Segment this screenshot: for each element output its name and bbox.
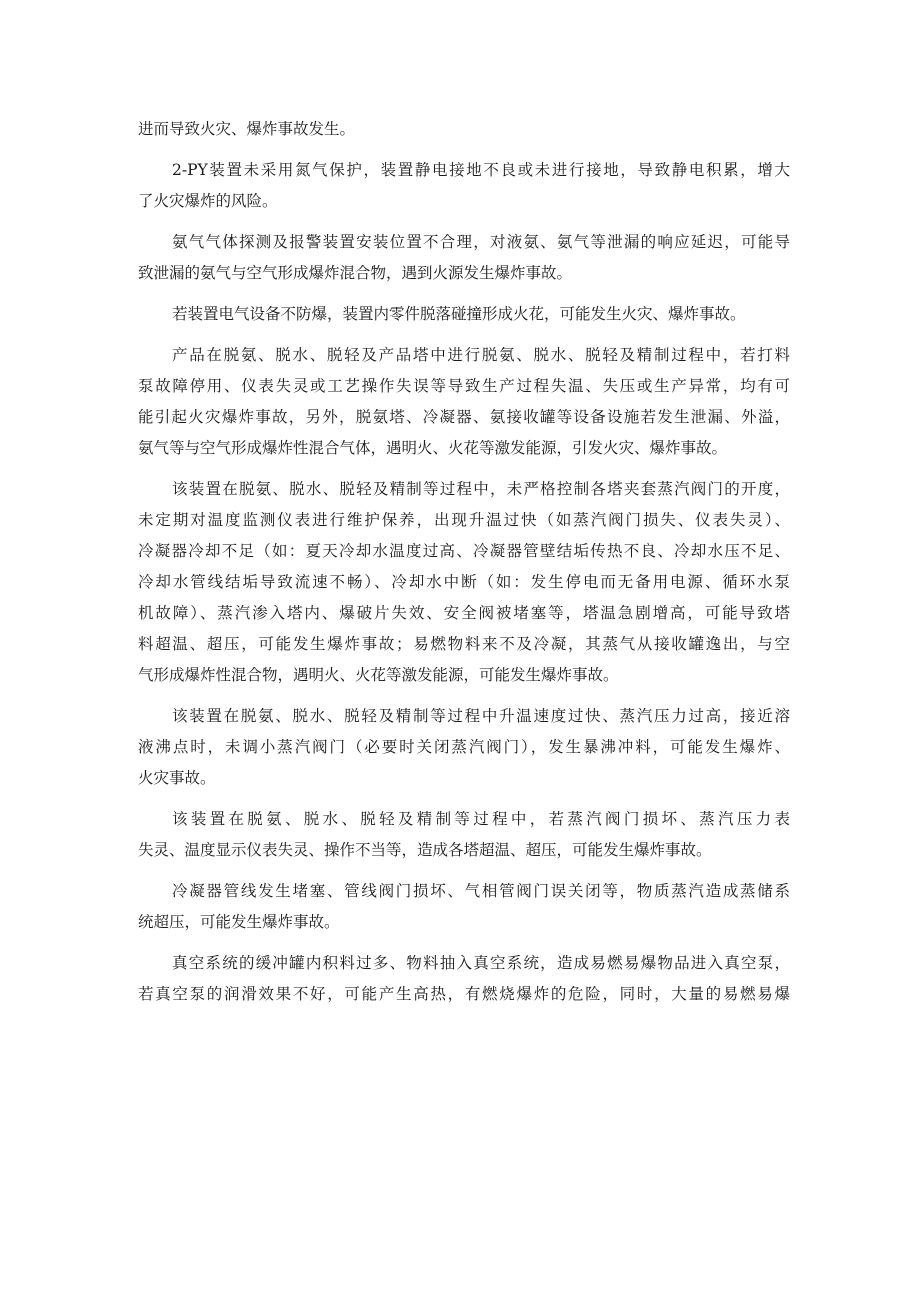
text-line: 该装置在脱氨、脱水、脱轻及精制等过程中升温速度过快、蒸汽压力过高，接近溶 bbox=[172, 707, 790, 725]
text-line: 该装置在脱氨、脱水、脱轻及精制等过程中，若蒸汽阀门损坏、蒸汽压力表 bbox=[172, 810, 790, 828]
text-line: 致泄漏的氨气与空气形成爆炸混合物，遇到火源发生爆炸事故。 bbox=[138, 264, 573, 282]
text-line: 2-PY装置未采用氮气保护，装置静电接地不良或未进行接地，导致静电积累，增大 bbox=[172, 161, 790, 179]
paragraph bbox=[138, 948, 790, 1010]
paragraph-gap bbox=[138, 866, 790, 876]
paragraph-gap bbox=[138, 145, 790, 155]
text-line: 冷凝器冷却不足（如：夏天冷却水温度过高、冷凝器管壁结垢传热不良、冷却水压不足、 bbox=[138, 542, 790, 560]
paragraph bbox=[138, 114, 790, 145]
paragraph-gap bbox=[138, 330, 790, 340]
text-line: 统超压，可能发生爆炸事故。 bbox=[138, 913, 340, 931]
text-line: 能引起火灾爆炸事故，另外，脱氨塔、冷凝器、氨接收罐等设备设施若发生泄漏、外溢， bbox=[138, 408, 790, 426]
paragraph bbox=[138, 876, 790, 938]
paragraph bbox=[138, 701, 790, 794]
paragraph-gap bbox=[138, 938, 790, 948]
paragraph-gap bbox=[138, 691, 790, 701]
text-line: 进而导致火灾、爆炸事故发生。 bbox=[138, 120, 356, 138]
paragraph bbox=[138, 155, 790, 217]
paragraph bbox=[138, 299, 790, 330]
text-line: 气形成爆炸性混合物，遇明火、火花等激发能源，可能发生爆炸事故。 bbox=[138, 666, 619, 684]
paragraph bbox=[138, 804, 790, 866]
text-line: 火灾事故。 bbox=[138, 769, 216, 787]
text-line: 若真空泵的润滑效果不好，可能产生高热，有燃烧爆炸的危险，同时，大量的易燃易爆 bbox=[138, 985, 790, 1003]
paragraph bbox=[138, 474, 790, 691]
paragraph-gap bbox=[138, 794, 790, 804]
paragraph-gap bbox=[138, 217, 790, 227]
text-line: 液沸点时，未调小蒸汽阀门（必要时关闭蒸汽阀门），发生暴沸冲料，可能发生爆炸、 bbox=[138, 738, 790, 756]
text-line: 未定期对温度监测仪表进行维护保养，出现升温过快（如蒸汽阀门损失、仪表失灵）、 bbox=[138, 511, 790, 529]
text-line: 失灵、温度显示仪表失灵、操作不当等，造成各塔超温、超压，可能发生爆炸事故。 bbox=[138, 841, 712, 859]
text-line: 产品在脱氨、脱水、脱轻及产品塔中进行脱氨、脱水、脱轻及精制过程中，若打料 bbox=[172, 346, 790, 364]
text-line: 冷却水管线结垢导致流速不畅）、冷却水中断（如：发生停电而无备用电源、循环水泵 bbox=[138, 573, 790, 591]
document-body bbox=[138, 114, 790, 1010]
paragraph-gap bbox=[138, 464, 790, 474]
paragraph bbox=[138, 340, 790, 464]
text-line: 冷凝器管线发生堵塞、管线阀门损坏、气相管阀门误关闭等，物质蒸汽造成蒸储系 bbox=[172, 882, 790, 900]
text-line: 料超温、超压，可能发生爆炸事故；易燃物料来不及冷凝，其蒸气从接收罐逸出，与空 bbox=[138, 635, 790, 653]
paragraph bbox=[138, 227, 790, 289]
text-line: 了火灾爆炸的风险。 bbox=[138, 192, 278, 210]
text-line: 若装置电气设备不防爆，装置内零件脱落碰撞形成火花，可能发生火灾、爆炸事故。 bbox=[172, 305, 746, 323]
paragraph-gap bbox=[138, 289, 790, 299]
text-line: 真空系统的缓冲罐内积料过多、物料抽入真空系统，造成易燃易爆物品进入真空泵， bbox=[172, 954, 790, 972]
text-line: 机故障）、蒸汽渗入塔内、爆破片失效、安全阀被堵塞等，塔温急剧增高，可能导致塔 bbox=[138, 604, 790, 622]
text-line: 氨气等与空气形成爆炸性混合气体，遇明火、火花等激发能源，引发火灾、爆炸事故。 bbox=[138, 439, 728, 457]
text-line: 氨气气体探测及报警装置安装位置不合理，对液氨、氨气等泄漏的响应延迟，可能导 bbox=[172, 233, 790, 251]
text-line: 该装置在脱氨、脱水、脱轻及精制等过程中，未严格控制各塔夹套蒸汽阀门的开度， bbox=[172, 480, 790, 498]
text-line: 泵故障停用、仪表失灵或工艺操作失误等导致生产过程失温、失压或生产异常，均有可 bbox=[138, 377, 790, 395]
